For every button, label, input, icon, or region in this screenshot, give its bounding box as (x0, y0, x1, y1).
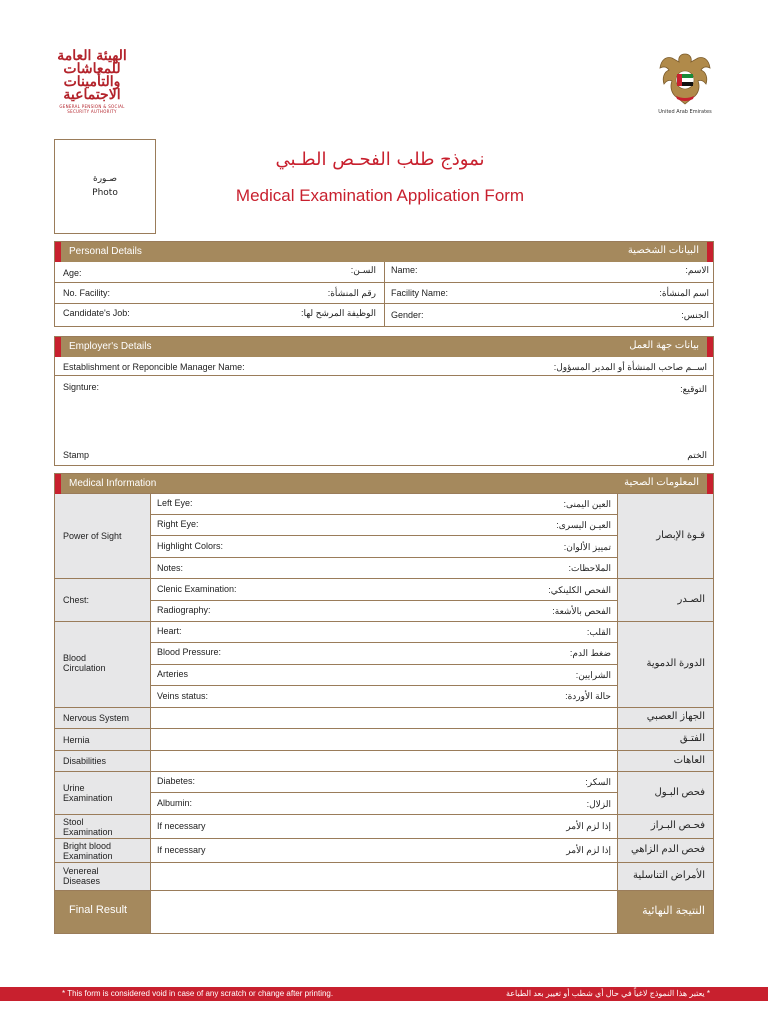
personal-row-job-gender (55, 304, 713, 326)
facility-number-label-ar: رقم المنشأة: (327, 288, 376, 298)
employer-details-section (54, 336, 714, 466)
medical-information-header (55, 474, 713, 494)
stool-examination-row (55, 815, 713, 839)
facility-name-label-en: Facility Name: (391, 288, 449, 298)
diabetes-label-en: Diabetes: (157, 776, 196, 786)
candidate-job-label-en: Candidate's Job: (63, 308, 130, 318)
bright-blood-row (55, 839, 713, 863)
personal-details-header (55, 242, 713, 262)
photo-placeholder[interactable] (54, 139, 156, 234)
form-title-en: Medical Examination Application Form (235, 186, 525, 205)
facility-name-label-ar: اسم المنشأة: (659, 288, 709, 298)
facility-number-label-en: No. Facility: (63, 288, 111, 298)
power-of-sight-label-en: Power of Sight (63, 531, 122, 541)
stool-note-ar: إذا لزم الأمر (566, 821, 611, 831)
bright-blood-note-ar: إذا لزم الأمر (566, 845, 611, 855)
left-eye-field[interactable] (151, 494, 617, 515)
signature-label-ar: التوقيع: (680, 384, 707, 394)
uae-emblem (652, 50, 718, 122)
diabetes-field[interactable] (151, 772, 617, 793)
nervous-system-label-en: Nervous System (63, 713, 130, 723)
venereal-diseases-row (55, 863, 713, 891)
disabilities-label-en: Disabilities (63, 756, 107, 766)
left-eye-label-ar: العين اليمنى: (563, 499, 611, 509)
stamp-label-ar: الختم (687, 450, 707, 460)
medical-information-title-en: Medical Information (69, 478, 157, 489)
personal-details-title-en: Personal Details (69, 246, 142, 257)
medical-information-section (54, 473, 714, 934)
name-label-ar: الاسم: (685, 265, 709, 275)
personal-details-title-ar: البيانات الشخصية (627, 245, 699, 256)
albumin-label-en: Albumin: (157, 798, 193, 808)
stool-examination-label-en: Stool Examination (63, 817, 113, 837)
clinic-examination-field[interactable] (151, 579, 617, 601)
bright-blood-field[interactable] (151, 839, 617, 862)
veins-status-label-en: Veins status: (157, 691, 209, 701)
age-label-ar: السـن: (350, 265, 376, 275)
urine-examination-row (55, 772, 713, 815)
hernia-label-ar: الفتـق (679, 733, 705, 744)
nervous-system-row (55, 708, 713, 729)
final-result-label-en: Final Result (69, 904, 128, 916)
power-of-sight-row (55, 494, 713, 579)
footer-disclaimer-en: * This form is considered void in case of any scratch or change after printing. (62, 989, 334, 998)
clinic-examination-label-en: Clenic Examination: (157, 584, 237, 594)
stool-note-en: If necessary (157, 821, 206, 831)
chest-label-en: Chest: (63, 595, 90, 605)
hernia-field[interactable] (151, 729, 617, 750)
footer-disclaimer (0, 987, 768, 1001)
highlight-colors-label-en: Highlight Colors: (157, 541, 224, 551)
form-title-ar: نموذج طلب الفحـص الطـبي (275, 149, 485, 170)
disabilities-field[interactable] (151, 751, 617, 771)
right-eye-label-en: Right Eye: (157, 519, 199, 529)
venereal-diseases-field[interactable] (151, 863, 617, 890)
gpssa-logo-english: GENERAL PENSION & SOCIAL SECURITY AUTHORITY (59, 104, 125, 114)
arteries-label-ar: الشرايين: (575, 670, 611, 680)
right-eye-label-ar: العيـن اليسرى: (556, 520, 611, 530)
final-result-field[interactable] (151, 891, 617, 933)
manager-name-label-ar: اســم صاحب المنشأة أو المدير المسؤول: (553, 362, 707, 372)
employer-details-header (55, 337, 713, 357)
gender-label-en: Gender: (391, 310, 424, 320)
uae-caption: United Arab Emirates (658, 109, 712, 115)
albumin-label-ar: الزلال: (586, 799, 611, 809)
albumin-field[interactable] (151, 793, 617, 815)
personal-row-facility (55, 283, 713, 304)
arteries-label-en: Arteries (157, 669, 189, 679)
blood-circulation-label-en: Blood Circulation (63, 653, 106, 673)
venereal-diseases-label-en: Venereal Diseases (63, 866, 101, 886)
blood-pressure-field[interactable] (151, 643, 617, 665)
stool-examination-field[interactable] (151, 815, 617, 838)
candidate-job-label-ar: الوظيفة المرشح لها: (300, 308, 376, 318)
final-result-label-ar: النتيجة النهائية (642, 905, 705, 917)
notes-field[interactable] (151, 558, 617, 579)
heart-field[interactable] (151, 622, 617, 643)
age-field[interactable] (55, 262, 385, 282)
photo-label-en: Photo (92, 188, 118, 198)
veins-status-field[interactable] (151, 686, 617, 708)
left-eye-label-en: Left Eye: (157, 498, 193, 508)
disabilities-label-ar: العاهات (673, 755, 705, 766)
radiography-label-ar: الفحص بالأشعة: (552, 606, 611, 616)
employer-details-title-en: Employer's Details (69, 341, 152, 352)
notes-label-ar: الملاحظات: (568, 563, 611, 573)
highlight-colors-field[interactable] (151, 536, 617, 558)
manager-name-field[interactable] (55, 357, 713, 376)
blood-pressure-label-ar: ضغط الدم: (569, 648, 611, 658)
nervous-system-label-ar: الجهاز العصبي (646, 711, 705, 722)
stool-examination-label-ar: فحـص البـراز (650, 820, 705, 831)
urine-examination-label-en: Urine Examination (63, 783, 113, 803)
highlight-colors-label-ar: تمييز الألوان: (563, 542, 611, 552)
hernia-label-en: Hernia (63, 735, 90, 745)
veins-status-label-ar: حالة الأوردة: (565, 691, 611, 701)
manager-name-label-en: Establishment or Reponcible Manager Name: (63, 362, 245, 372)
gender-label-ar: الجنس: (681, 310, 709, 320)
stamp-label-en: Stamp (63, 450, 90, 460)
diabetes-label-ar: السكر: (585, 777, 611, 787)
bright-blood-note-en: If necessary (157, 845, 206, 855)
right-eye-field[interactable] (151, 515, 617, 536)
notes-label-en: Notes: (157, 563, 184, 573)
blood-circulation-row (55, 622, 713, 708)
clinic-examination-label-ar: الفحص الكلينكي: (548, 585, 611, 595)
facility-name-field[interactable] (385, 283, 715, 303)
gpssa-logo-arabic: الهيئة العامة للمعاشات والتأمينات الاجتماعية (57, 48, 127, 103)
nervous-system-field[interactable] (151, 708, 617, 728)
blood-circulation-label-ar: الدورة الدموية (646, 658, 705, 669)
gpssa-logo (52, 50, 132, 122)
final-result-row (55, 891, 713, 933)
arteries-field[interactable] (151, 665, 617, 686)
footer-disclaimer-ar: * يعتبر هذا النموذج لاغياً في حال أي شطب أو تغيير بعد الطباعة (505, 989, 710, 998)
disabilities-row (55, 751, 713, 772)
personal-details-section (54, 241, 714, 327)
gender-field[interactable] (385, 304, 715, 326)
signature-label-en: Signture: (63, 382, 100, 392)
bright-blood-label-ar: فحص الدم الزاهي (630, 844, 705, 855)
heart-label-ar: القلب: (586, 627, 611, 637)
blood-pressure-label-en: Blood Pressure: (157, 647, 222, 657)
power-of-sight-label-ar: قـوة الإبصار (656, 530, 705, 541)
facility-number-field[interactable] (55, 283, 385, 303)
radiography-label-en: Radiography: (157, 605, 211, 615)
radiography-field[interactable] (151, 601, 617, 622)
hernia-row (55, 729, 713, 751)
bright-blood-label-en: Bright blood Examination (63, 841, 113, 861)
chest-label-ar: الصـدر (677, 594, 705, 605)
falcon-emblem-icon (658, 50, 712, 108)
signature-stamp-area[interactable] (55, 376, 713, 465)
name-field[interactable] (385, 262, 715, 282)
urine-examination-label-ar: فحص البـول (654, 787, 705, 798)
name-label-en: Name: (391, 265, 418, 275)
venereal-diseases-label-ar: الأمراض التناسلية (633, 870, 705, 881)
personal-row-age-name (55, 262, 713, 283)
employer-details-title-ar: بيانات جهة العمل (629, 340, 699, 351)
age-label-en: Age: (63, 268, 82, 278)
photo-label-ar: صـورة (93, 174, 117, 184)
medical-information-title-ar: المعلومات الصحية (624, 477, 699, 488)
candidate-job-field[interactable] (55, 304, 385, 326)
chest-row (55, 579, 713, 622)
heart-label-en: Heart: (157, 626, 182, 636)
